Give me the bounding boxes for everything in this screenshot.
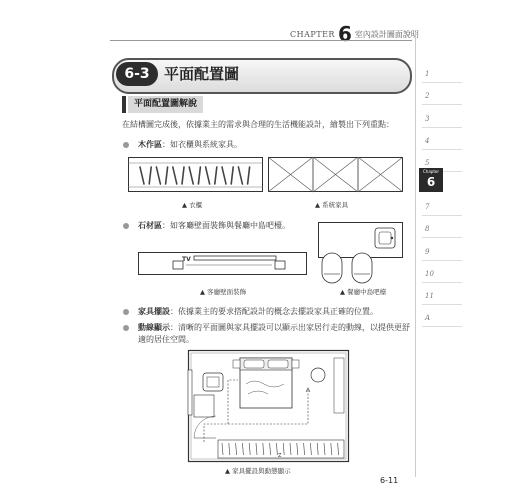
side-tab-11[interactable]: 11 — [425, 292, 434, 300]
chapter-word: CHAPTER — [290, 30, 335, 39]
side-tab-divider — [422, 237, 462, 238]
chapter-number: 6 — [337, 22, 352, 46]
point-stone — [138, 220, 290, 232]
living-wall-drawing — [138, 252, 308, 276]
point-wood-label: 木作區 — [138, 140, 162, 149]
side-tab-divider — [422, 104, 462, 105]
point-wood — [138, 139, 242, 151]
caption-wardrobe: ▲ 衣櫃 — [182, 201, 203, 209]
bar-drawing — [318, 222, 404, 284]
side-tab-10[interactable]: 10 — [425, 270, 434, 278]
side-tab-A[interactable]: A — [425, 314, 431, 322]
section-title: 平面配置圖 — [164, 65, 240, 83]
side-tab-divider — [422, 304, 462, 305]
side-tab-divider — [422, 215, 462, 216]
point-circulation-text: ：清晰的平面圖與家具擺設可以顯示出家居行走的動線，以提供更舒 — [170, 323, 410, 332]
floor-plan-drawing — [188, 350, 350, 463]
caption-layout: ▲ 家具擺設與動態顯示 — [225, 467, 291, 475]
caption-bar: ▲ 餐廳中島吧檯 — [340, 288, 387, 296]
point-wood-text: ：如衣櫃與系統家具。 — [162, 140, 242, 149]
side-tab-divider — [422, 326, 462, 327]
chapter-title: 室內設計圖面說明 — [354, 30, 419, 39]
side-tab-1[interactable]: 1 — [425, 70, 430, 78]
wardrobe-drawing — [128, 157, 264, 193]
point-circulation-cont: 適的居住空間。 — [138, 335, 194, 344]
chapter-header — [290, 22, 419, 46]
page-number: 6-11 — [380, 476, 399, 485]
point-furniture-text: ：依據業主的要求搭配設計的概念去擺設家具正確的位置。 — [170, 307, 378, 316]
caption-system-furniture: ▲ 系統家具 — [315, 201, 349, 209]
bullet-icon — [123, 142, 129, 148]
side-tab-8[interactable]: 8 — [425, 225, 430, 233]
subsection-title: 平面配置圖解說 — [128, 96, 203, 113]
point-stone-label: 石材區 — [138, 221, 162, 230]
side-tab-divider — [422, 149, 462, 150]
side-tab-divider — [422, 82, 462, 83]
door-mark: Z — [278, 453, 282, 459]
side-tab-divider — [422, 282, 462, 283]
side-tab-divider — [422, 127, 462, 128]
subsection-bar — [122, 96, 126, 113]
caption-living-wall: ▲ 客廳壁面裝飾 — [200, 288, 247, 296]
point-circulation — [138, 322, 410, 334]
point-stone-text: ：如客廳壁面裝飾與餐廳中島吧檯。 — [162, 221, 290, 230]
side-tab-active-number: 6 — [426, 175, 436, 189]
section-number: 6-3 — [116, 62, 158, 86]
bullet-icon — [123, 309, 129, 315]
system-furniture-drawing — [268, 157, 404, 193]
point-furniture-label: 家具擺設 — [138, 307, 170, 316]
bullet-icon — [123, 223, 129, 229]
side-tab-active[interactable] — [419, 168, 443, 192]
side-tab-2[interactable]: 2 — [425, 92, 430, 100]
side-tab-rule — [415, 32, 416, 477]
side-tab-active-label: Chapter — [423, 169, 439, 174]
intro-text: 在結構圖完成後，依據業主的需求與合理的生活機能設計，繪製出下列重點： — [122, 120, 394, 129]
side-tab-7[interactable]: 7 — [425, 203, 430, 211]
header-rule — [110, 40, 412, 41]
bullet-icon — [123, 325, 129, 331]
side-tab-4[interactable]: 4 — [425, 137, 430, 145]
point-circulation-label: 動線顯示 — [138, 323, 170, 332]
point-furniture — [138, 306, 378, 318]
side-tab-5[interactable]: 5 — [425, 159, 430, 167]
tv-label: TV — [182, 256, 191, 263]
side-tab-3[interactable]: 3 — [425, 115, 430, 123]
side-tab-9[interactable]: 9 — [425, 248, 430, 256]
side-tab-divider — [422, 260, 462, 261]
